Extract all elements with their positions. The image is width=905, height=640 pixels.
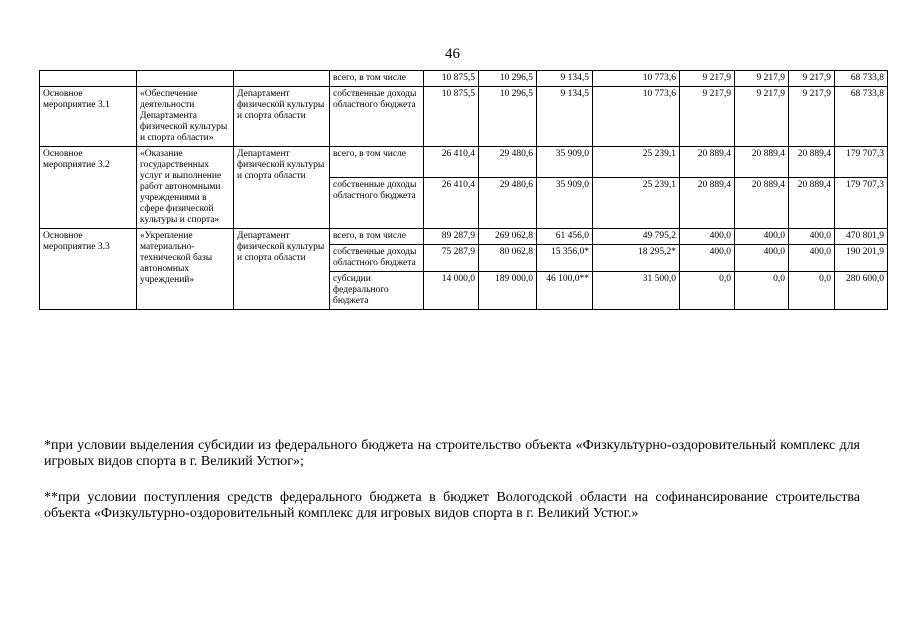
value-cell: 15 356,0* bbox=[537, 245, 593, 272]
value-cell: 179 707,3 bbox=[835, 147, 888, 178]
activity-name-cell: Основное мероприятие 3.3 bbox=[40, 229, 137, 310]
value-cell: 26 410,4 bbox=[424, 147, 479, 178]
value-cell: 10 875,5 bbox=[424, 71, 479, 87]
value-cell: 80 062,8 bbox=[479, 245, 537, 272]
executor-cell: Департамент физической культуры и спорта области bbox=[234, 147, 330, 229]
value-cell: 75 287,9 bbox=[424, 245, 479, 272]
funding-source-cell: всего, в том числе bbox=[330, 71, 424, 87]
value-cell: 26 410,4 bbox=[424, 177, 479, 229]
budget-table-body bbox=[40, 71, 888, 310]
activity-title-cell: «Укрепление материально-технической базы автономных учреждений» bbox=[137, 229, 234, 310]
table-row bbox=[40, 229, 888, 245]
value-cell: 20 889,4 bbox=[680, 147, 735, 178]
activity-name-cell: Основное мероприятие 3.2 bbox=[40, 147, 137, 229]
activity-title-cell: «Обеспечение деятельности Департамента физической культуры и спорта области» bbox=[137, 87, 234, 147]
value-cell: 9 217,9 bbox=[735, 87, 789, 147]
value-cell: 400,0 bbox=[735, 245, 789, 272]
value-cell: 68 733,8 bbox=[835, 71, 888, 87]
value-cell: 68 733,8 bbox=[835, 87, 888, 147]
value-cell: 18 295,2* bbox=[593, 245, 680, 272]
value-cell: 9 217,9 bbox=[735, 71, 789, 87]
value-cell: 400,0 bbox=[789, 229, 835, 245]
value-cell: 20 889,4 bbox=[735, 147, 789, 178]
value-cell: 9 134,5 bbox=[537, 71, 593, 87]
value-cell: 400,0 bbox=[680, 229, 735, 245]
activity-name-cell: Основное мероприятие 3.1 bbox=[40, 87, 137, 147]
funding-source-cell: всего, в том числе bbox=[330, 229, 424, 245]
value-cell: 190 201,9 bbox=[835, 245, 888, 272]
value-cell: 14 000,0 bbox=[424, 272, 479, 310]
activity-name-cell bbox=[40, 71, 137, 87]
funding-source-cell: субсидии федерального бюджета bbox=[330, 272, 424, 310]
value-cell: 35 909,0 bbox=[537, 177, 593, 229]
footnote-single-asterisk: *при условии выделения субсидии из федерального бюджета на строительство объекта «Физкультурно-оздоровительный комплекс для игровых видов спорта в г. Великий Устюг»; bbox=[44, 438, 860, 469]
executor-cell: Департамент физической культуры и спорта области bbox=[234, 87, 330, 147]
value-cell: 29 480,6 bbox=[479, 177, 537, 229]
value-cell: 46 100,0** bbox=[537, 272, 593, 310]
budget-table bbox=[39, 70, 888, 310]
value-cell: 29 480,6 bbox=[479, 147, 537, 178]
value-cell: 280 600,0 bbox=[835, 272, 888, 310]
value-cell: 400,0 bbox=[789, 245, 835, 272]
value-cell: 89 287,9 bbox=[424, 229, 479, 245]
value-cell: 10 773,6 bbox=[593, 87, 680, 147]
value-cell: 10 773,6 bbox=[593, 71, 680, 87]
value-cell: 179 707,3 bbox=[835, 177, 888, 229]
value-cell: 9 217,9 bbox=[680, 71, 735, 87]
executor-cell bbox=[234, 71, 330, 87]
table-row bbox=[40, 87, 888, 147]
value-cell: 9 217,9 bbox=[789, 87, 835, 147]
value-cell: 0,0 bbox=[680, 272, 735, 310]
value-cell: 9 134,5 bbox=[537, 87, 593, 147]
value-cell: 25 239,1 bbox=[593, 147, 680, 178]
value-cell: 0,0 bbox=[735, 272, 789, 310]
funding-source-cell: собственные доходы областного бюджета bbox=[330, 245, 424, 272]
table-row bbox=[40, 147, 888, 178]
funding-source-cell: собственные доходы областного бюджета bbox=[330, 87, 424, 147]
value-cell: 0,0 bbox=[789, 272, 835, 310]
funding-source-cell: собственные доходы областного бюджета bbox=[330, 177, 424, 229]
footnote-double-asterisk: **при условии поступления средств федерального бюджета в бюджет Вологодской области на софинансирование строительства объекта «Физкультурно-оздоровительный комплекс для игровых видов спорта в г. Великий Устюг.» bbox=[44, 490, 860, 521]
value-cell: 61 456,0 bbox=[537, 229, 593, 245]
activity-title-cell: «Оказание государственных услуг и выполнение работ автономными учреждениями в сфере физической культуры и спорта» bbox=[137, 147, 234, 229]
activity-title-cell bbox=[137, 71, 234, 87]
value-cell: 400,0 bbox=[680, 245, 735, 272]
value-cell: 20 889,4 bbox=[789, 147, 835, 178]
executor-cell: Департамент физической культуры и спорта области bbox=[234, 229, 330, 310]
value-cell: 10 875,5 bbox=[424, 87, 479, 147]
value-cell: 400,0 bbox=[735, 229, 789, 245]
value-cell: 31 500,0 bbox=[593, 272, 680, 310]
table-row bbox=[40, 71, 888, 87]
value-cell: 49 795,2 bbox=[593, 229, 680, 245]
value-cell: 470 801,9 bbox=[835, 229, 888, 245]
value-cell: 20 889,4 bbox=[680, 177, 735, 229]
value-cell: 10 296,5 bbox=[479, 87, 537, 147]
funding-source-cell: всего, в том числе bbox=[330, 147, 424, 178]
value-cell: 10 296,5 bbox=[479, 71, 537, 87]
value-cell: 9 217,9 bbox=[680, 87, 735, 147]
value-cell: 269 062,8 bbox=[479, 229, 537, 245]
value-cell: 25 239,1 bbox=[593, 177, 680, 229]
value-cell: 189 000,0 bbox=[479, 272, 537, 310]
value-cell: 9 217,9 bbox=[789, 71, 835, 87]
value-cell: 20 889,4 bbox=[735, 177, 789, 229]
value-cell: 35 909,0 bbox=[537, 147, 593, 178]
page-number: 46 bbox=[445, 46, 460, 62]
value-cell: 20 889,4 bbox=[789, 177, 835, 229]
